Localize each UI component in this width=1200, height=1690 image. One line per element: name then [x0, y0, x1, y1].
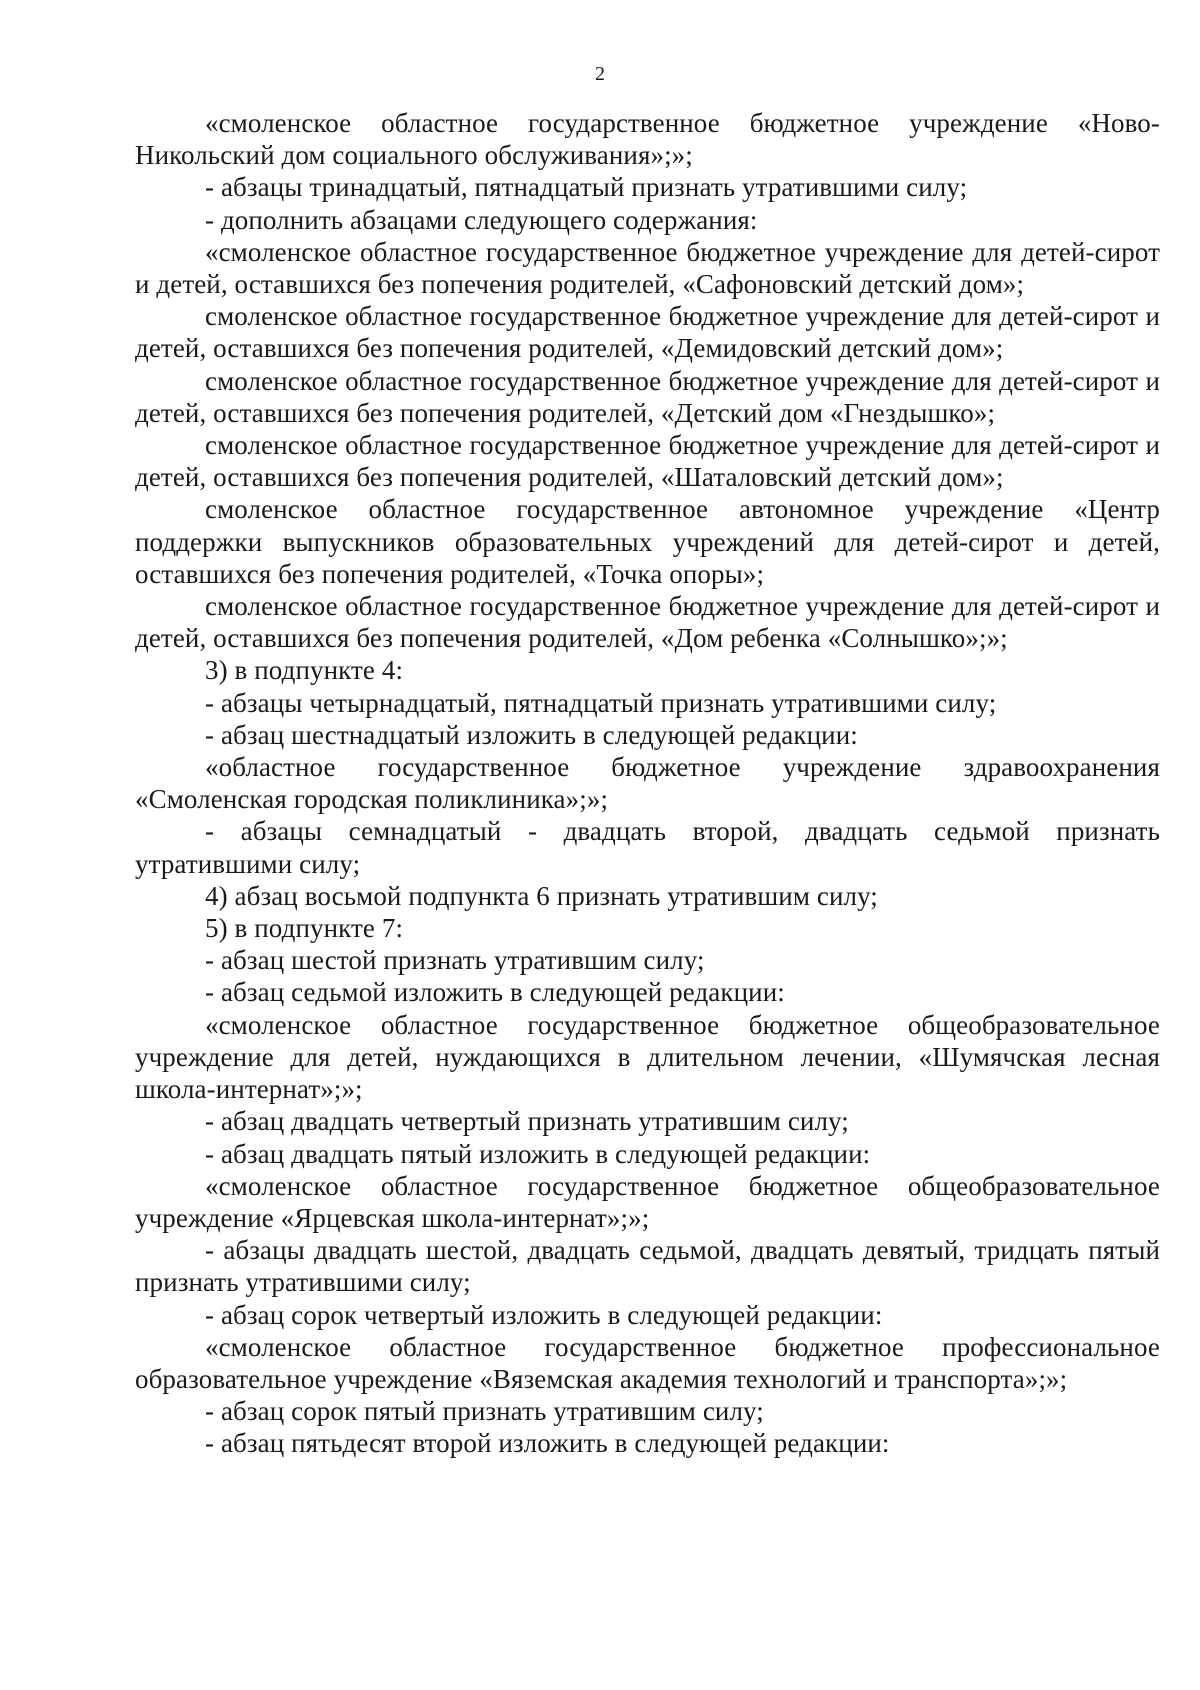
paragraph: «областное государственное бюджетное учреждение здравоохранения «Смоленская городская поликлиника»;»;: [135, 752, 1160, 815]
paragraph: - абзац седьмой изложить в следующей редакции:: [205, 977, 785, 1008]
paragraph: смоленское областное государственное автономное учреждение «Центр поддержки выпускников образовательных учреждений для детей-сирот и детей, оставшихся без попечения родителей, «Точка опоры»;: [135, 494, 1160, 589]
paragraph: смоленское областное государственное бюджетное учреждение для детей-сирот и детей, оставшихся без попечения родителей, «Дом ребенка «Солнышко»;»;: [135, 591, 1160, 654]
paragraph: - абзац шестой признать утратившим силу;: [205, 945, 705, 976]
paragraph: - абзац шестнадцатый изложить в следующей редакции:: [205, 719, 858, 750]
paragraph: - абзац сорок пятый признать утратившим силу;: [205, 1396, 764, 1427]
paragraph: смоленское областное государственное бюджетное учреждение для детей-сирот и детей, оставшихся без попечения родителей, «Детский дом «Гнездышко»;: [135, 365, 1160, 428]
paragraph: - дополнить абзацами следующего содержания:: [205, 204, 758, 235]
paragraph: - абзац пятьдесят второй изложить в следующей редакции:: [205, 1428, 890, 1459]
paragraph: 3) в подпункте 4:: [205, 655, 404, 686]
paragraph: - абзацы двадцать шестой, двадцать седьмой, двадцать девятый, тридцать пятый признать утратившими силу;: [135, 1235, 1160, 1298]
page-number: 2: [595, 63, 605, 85]
paragraph: «смоленское областное государственное бюджетное профессиональное образовательное учреждение «Вяземская академия технологий и транспорта»;»;: [135, 1331, 1160, 1394]
paragraph: 5) в подпункте 7:: [205, 913, 404, 944]
paragraph: «смоленское областное государственное бюджетное общеобразовательное учреждение для детей, нуждающихся в длительном лечении, «Шумячская лесная школа-интернат»;»;: [135, 1009, 1160, 1105]
paragraph: - абзацы четырнадцатый, пятнадцатый признать утратившими силу;: [205, 687, 997, 718]
document-body: [135, 107, 1160, 1460]
paragraph: смоленское областное государственное бюджетное учреждение для детей-сирот и детей, оставшихся без попечения родителей, «Демидовский детский дом»;: [135, 301, 1160, 364]
paragraph: - абзац двадцать пятый изложить в следующей редакции:: [205, 1138, 871, 1169]
paragraph: - абзац сорок четвертый изложить в следующей редакции:: [205, 1299, 883, 1330]
paragraph: - абзацы тринадцатый, пятнадцатый признать утратившими силу;: [205, 172, 968, 203]
paragraph: 4) абзац восьмой подпункта 6 признать утратившим силу;: [205, 880, 878, 911]
paragraph: «смоленское областное государственное бюджетное учреждение для детей-сирот и детей, оставшихся без попечения родителей, «Сафоновский детский дом»;: [135, 236, 1160, 300]
paragraph: «смоленское областное государственное бюджетное учреждение «Ново-Никольский дом социального обслуживания»;»;: [135, 108, 1160, 171]
paragraph: - абзацы семнадцатый - двадцать второй, двадцать седьмой признать утратившими силу;: [135, 816, 1160, 879]
paragraph: - абзац двадцать четвертый признать утратившим силу;: [205, 1106, 849, 1137]
paragraph: смоленское областное государственное бюджетное учреждение для детей-сирот и детей, оставшихся без попечения родителей, «Шаталовский детский дом»;: [135, 430, 1160, 493]
paragraph: «смоленское областное государственное бюджетное общеобразовательное учреждение «Ярцевская школа-интернат»;»;: [135, 1170, 1160, 1233]
